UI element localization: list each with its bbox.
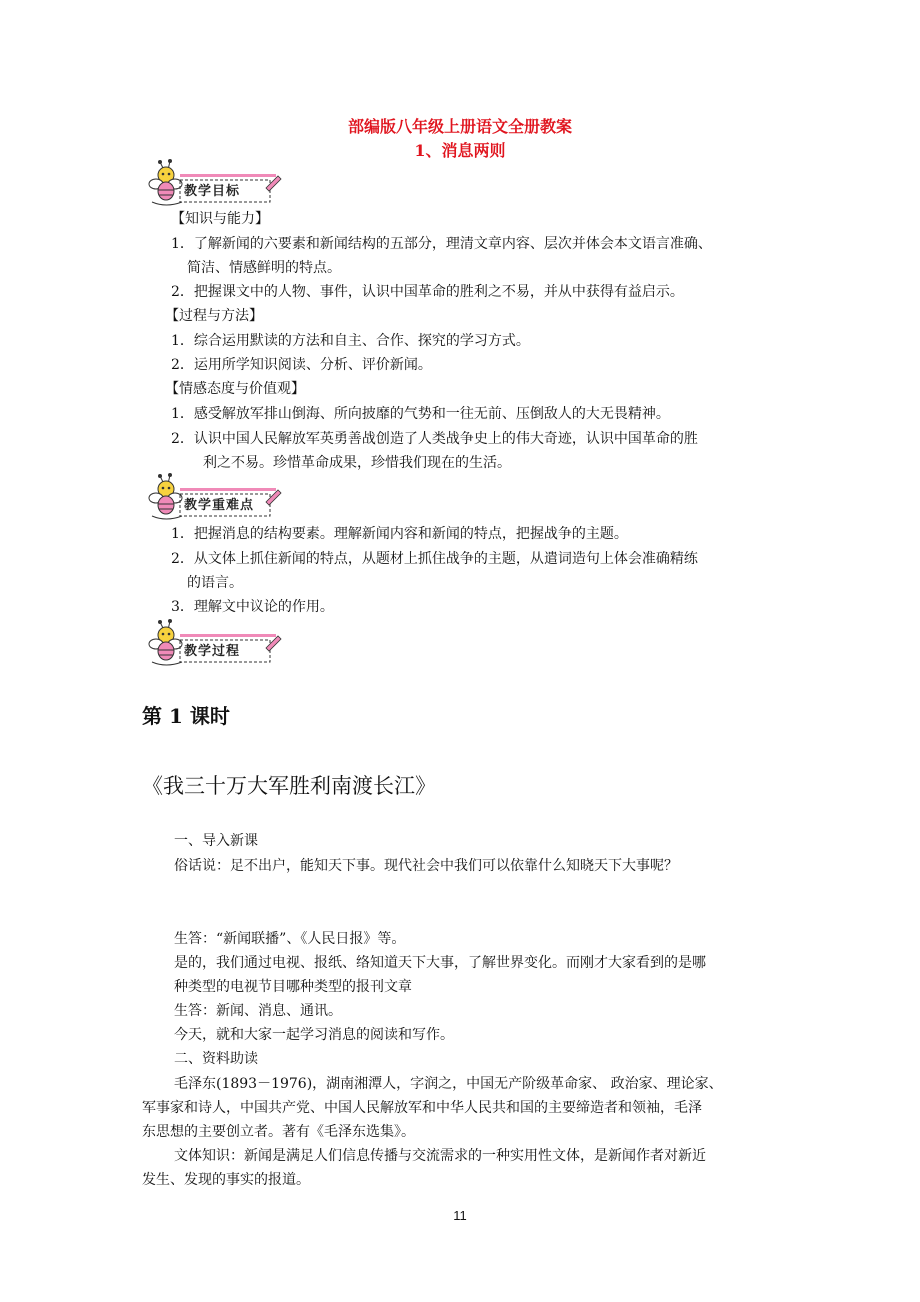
paragraph-cont: 种类型的电视节目哪种类型的报刊文章 [174, 979, 412, 995]
badge-label: 教学重难点 [184, 498, 255, 513]
process-heading: 【过程与方法】 [165, 308, 263, 324]
paragraph: 文体知识：新闻是满足人们信息传播与交流需求的一种实用性文体，是新闻作者对新近 [174, 1148, 706, 1164]
goal-item: 2．运用所学知识阅读、分析、评价新闻。 [171, 357, 432, 373]
badge-teaching-goals [142, 158, 282, 210]
student-answer: 生答：“新闻联播”、《人民日报》等。 [174, 931, 406, 947]
key-point-item-cont: 的语言。 [187, 575, 243, 591]
text-title: 《我三十万大军胜利南渡长江》 [142, 774, 436, 798]
key-point-item: 2．从文体上抓住新闻的特点，从题材上抓住战争的主题，从遣词造句上体会准确精练 [171, 551, 698, 567]
goal-item-cont: 简洁、情感鲜明的特点。 [187, 260, 341, 276]
paragraph: 今天，就和大家一起学习消息的阅读和写作。 [174, 1027, 454, 1043]
badge-label: 教学过程 [184, 644, 241, 659]
lesson-subtitle: 1、消息两则 [414, 141, 506, 160]
key-point-item: 1．把握消息的结构要素。理解新闻内容和新闻的特点，把握战争的主题。 [171, 526, 628, 542]
key-point-item: 3．理解文中议论的作用。 [171, 599, 334, 615]
paragraph: 毛泽东(1893－1976)，湖南湘潭人，字润之，中国无产阶级革命家、 政治家、理论家、 [174, 1076, 723, 1092]
material-heading: 二、资料助读 [174, 1051, 258, 1067]
document-title: 部编版八年级上册语文全册教案 [347, 117, 572, 136]
paragraph: 是的，我们通过电视、报纸、络知道天下大事，了解世界变化。而刚才大家看到的是哪 [174, 955, 706, 971]
paragraph-cont: 军事家和诗人，中国共产党、中国人民解放军和中华人民共和国的主要缔造者和领袖，毛泽 [142, 1100, 702, 1116]
badge-key-points [142, 472, 282, 524]
goal-item: 2．把握课文中的人物、事件，认识中国革命的胜利之不易，并从中获得有益启示。 [171, 284, 684, 300]
knowledge-heading: 【知识与能力】 [171, 211, 269, 227]
goal-item: 1．综合运用默读的方法和自主、合作、探究的学习方式。 [171, 333, 530, 349]
goal-item: 1．了解新闻的六要素和新闻结构的五部分，理清文章内容、层次并体会本文语言准确、 [171, 236, 712, 252]
goal-item-cont: 利之不易。珍惜革命成果，珍惜我们现在的生活。 [203, 455, 511, 471]
emotion-heading: 【情感态度与价值观】 [165, 381, 305, 397]
student-answer: 生答：新闻、消息、通讯。 [174, 1003, 342, 1019]
paragraph-cont: 发生、发现的事实的报道。 [142, 1172, 310, 1188]
badge-teaching-process [142, 618, 282, 670]
intro-question: 俗话说：足不出户，能知天下事。现代社会中我们可以依靠什么知晓天下大事呢？ [174, 858, 678, 874]
intro-heading: 一、导入新课 [174, 833, 258, 849]
badge-label: 教学目标 [184, 184, 241, 199]
goal-item: 1．感受解放军排山倒海、所向披靡的气势和一往无前、压倒敌人的大无畏精神。 [171, 406, 670, 422]
paragraph-cont: 东思想的主要创立者。著有《毛泽东选集》。 [142, 1124, 415, 1140]
goal-item: 2．认识中国人民解放军英勇善战创造了人类战争史上的伟大奇迹，认识中国革命的胜 [171, 431, 698, 447]
page-number: 11 [453, 1208, 467, 1223]
lesson-heading: 第 1 课时 [142, 704, 230, 728]
